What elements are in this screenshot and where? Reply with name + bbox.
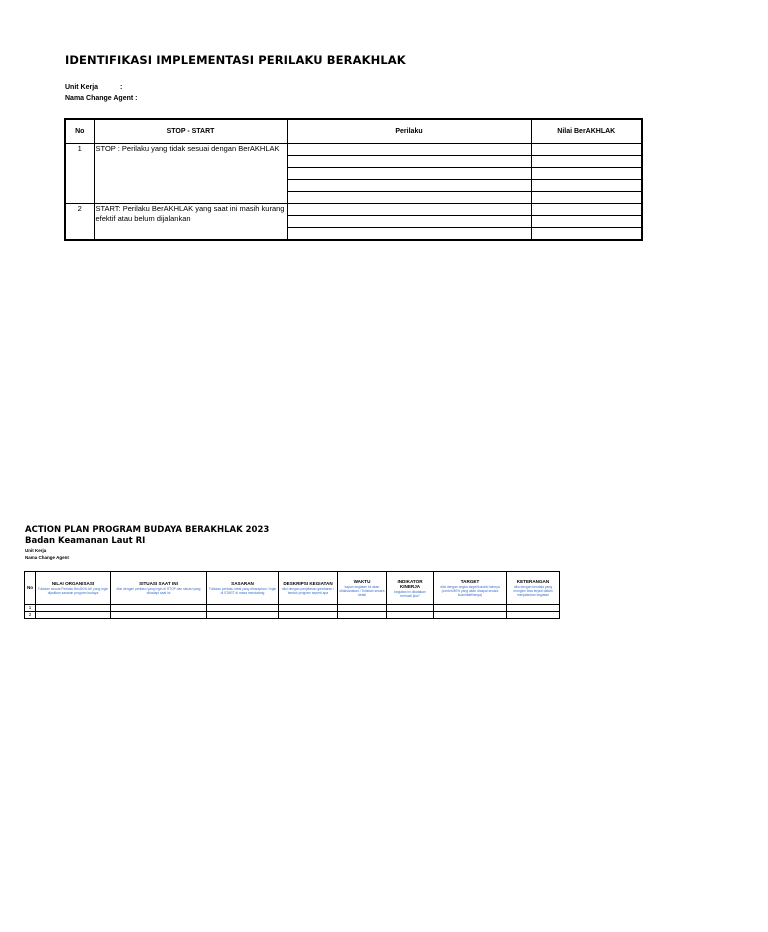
ap-cell[interactable] [434,605,507,612]
header-nilai: Nilai BerAKHLAK [531,119,642,144]
nilai-cell[interactable] [531,180,642,192]
ap-row-number: 1 [25,605,36,612]
header-stop-start: STOP - START [94,119,287,144]
ap-cell[interactable] [279,605,338,612]
unit-kerja-label-2: Unit Kerja [25,548,47,553]
nilai-cell[interactable] [531,192,642,204]
row-number: 2 [65,204,94,241]
ap-row-number: 2 [25,612,36,619]
perilaku-cell[interactable] [287,156,531,168]
ap-header-sasaran: SASARAN Tuliskan perilaku ideal yang diharapkan / ingin di START di masa mendatang [207,572,279,605]
ap-cell[interactable] [507,605,560,612]
perilaku-cell[interactable] [287,192,531,204]
header-perilaku: Perilaku [287,119,531,144]
ap-cell[interactable] [338,612,387,619]
nilai-cell[interactable] [531,156,642,168]
nilai-cell[interactable] [531,216,642,228]
perilaku-cell[interactable] [287,216,531,228]
change-agent-label-2: Nama Change Agent [25,555,69,560]
row-description: STOP : Perilaku yang tidak sesuai dengan BerAKHLAK [94,144,287,204]
ap-header-deskripsi: DESKRIPSI KEGIATAN diisi dengan penjelasan gambaran / bentuk program seperti apa [279,572,338,605]
ap-cell[interactable] [207,612,279,619]
nilai-cell[interactable] [531,168,642,180]
action-plan-subtitle: Badan Keamanan Laut RI [25,536,146,546]
unit-kerja-colon: : [120,84,123,91]
ap-cell[interactable] [507,612,560,619]
perilaku-cell[interactable] [287,228,531,241]
header-no: No [65,119,94,144]
perilaku-cell[interactable] [287,168,531,180]
perilaku-cell[interactable] [287,180,531,192]
ap-cell[interactable] [434,612,507,619]
ap-header-waktu: WAKTU kapan kegiatan ini akan dilaksanakan / Tuliskan secara detail [338,572,387,605]
ap-cell[interactable] [111,612,207,619]
nilai-cell[interactable] [531,228,642,241]
identification-table [64,118,643,241]
perilaku-cell[interactable] [287,144,531,156]
action-plan-title: ACTION PLAN PROGRAM BUDAYA BERAKHLAK 2023 [25,525,270,535]
ap-header-no: No [25,572,36,605]
nilai-cell[interactable] [531,144,642,156]
action-plan-table [24,571,560,619]
ap-cell[interactable] [36,612,111,619]
ap-header-keterangan: KETERANGAN diisi dengan kendala yang mungkin bisa terjadi dalam menjalankan kegiatan [507,572,560,605]
ap-header-target: TARGET diisi dengan angka target/kondisi lainnya (contoh:80% yang akan dicapai secara kuantitatif/tanya) [434,572,507,605]
ap-header-indikator: INDIKATOR KINERJA kegiatan ini dikatakan berhasil jika? [387,572,434,605]
row-description: START: Perilaku BerAKHLAK yang saat ini masih kurang efektif atau belum dijalankan [94,204,287,241]
table-header-row [65,119,642,144]
row-number: 1 [65,144,94,204]
unit-kerja-label [65,84,122,91]
ap-cell[interactable] [111,605,207,612]
table-row [65,144,642,156]
ap-cell[interactable] [387,612,434,619]
nilai-cell[interactable] [531,204,642,216]
table-row [65,204,642,216]
change-agent-label: Nama Change Agent : [65,95,138,102]
ap-cell[interactable] [387,605,434,612]
ap-cell[interactable] [36,605,111,612]
table-row [25,612,560,619]
table-row [25,605,560,612]
ap-header-nilai-organisasi: NILAI ORGANISASI Tuliskan sesuai Perilaku BerAKHLAK yang ingin dijadikan sasaran program budaya [36,572,111,605]
ap-cell[interactable] [279,612,338,619]
ap-header-situasi: SITUASI SAAT INI diisi dengan perilaku yang ingin di STOP dan situasi yang dihadapi saat ini [111,572,207,605]
action-plan-header-row [25,572,560,605]
page-title: IDENTIFIKASI IMPLEMENTASI PERILAKU BERAKHLAK [65,53,406,67]
perilaku-cell[interactable] [287,204,531,216]
ap-cell[interactable] [207,605,279,612]
unit-kerja-text: Unit Kerja [65,84,99,91]
ap-cell[interactable] [338,605,387,612]
